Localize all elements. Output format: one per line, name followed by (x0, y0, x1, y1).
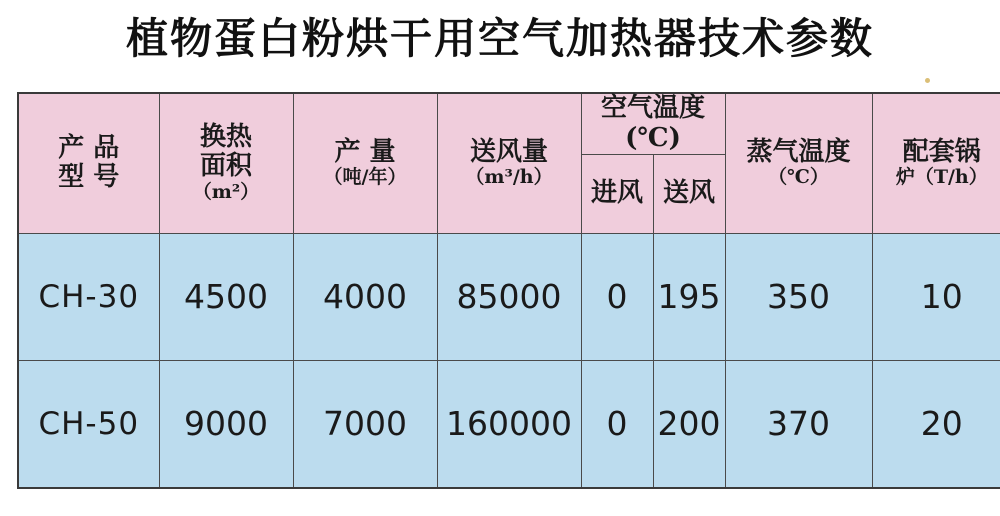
cell-steam-temp: 350 (725, 233, 872, 360)
cell-heat-area: 9000 (159, 360, 293, 488)
header-steam-temp: 蒸气温度 （℃） (725, 93, 872, 233)
header-air-temp-group: 空气温度(℃) (581, 93, 725, 154)
cell-capacity: 7000 (293, 360, 437, 488)
spec-table-container (17, 92, 988, 480)
cell-model: CH-30 (18, 233, 159, 360)
header-heat-area: 换热 面积 （m²） (159, 93, 293, 233)
page-title: 植物蛋白粉烘干用空气加热器技术参数 (125, 14, 874, 63)
header-air-temp-out: 送风 (653, 154, 725, 233)
cell-air-temp-out: 200 (653, 360, 725, 488)
spec-table (17, 92, 1000, 489)
cell-boiler: 10 (872, 233, 1000, 360)
header-model: 产 品 型 号 (18, 93, 159, 233)
table-header-row-1 (18, 93, 1000, 154)
header-air-temp-in: 进风 (581, 154, 653, 233)
header-air-volume: 送风量 （m³/h） (437, 93, 581, 233)
cell-heat-area: 4500 (159, 233, 293, 360)
cell-steam-temp: 370 (725, 360, 872, 488)
table-row (18, 233, 1000, 360)
table-row (18, 360, 1000, 488)
cell-air-volume: 160000 (437, 360, 581, 488)
cell-air-temp-out: 195 (653, 233, 725, 360)
cell-air-temp-in: 0 (581, 360, 653, 488)
header-capacity: 产 量 （吨/年） (293, 93, 437, 233)
cell-air-temp-in: 0 (581, 233, 653, 360)
cell-capacity: 4000 (293, 233, 437, 360)
header-boiler: 配套锅 炉（T/h） (872, 93, 1000, 233)
cell-boiler: 20 (872, 360, 1000, 488)
cell-model: CH-50 (18, 360, 159, 488)
cell-air-volume: 85000 (437, 233, 581, 360)
decorative-dot (925, 78, 930, 83)
